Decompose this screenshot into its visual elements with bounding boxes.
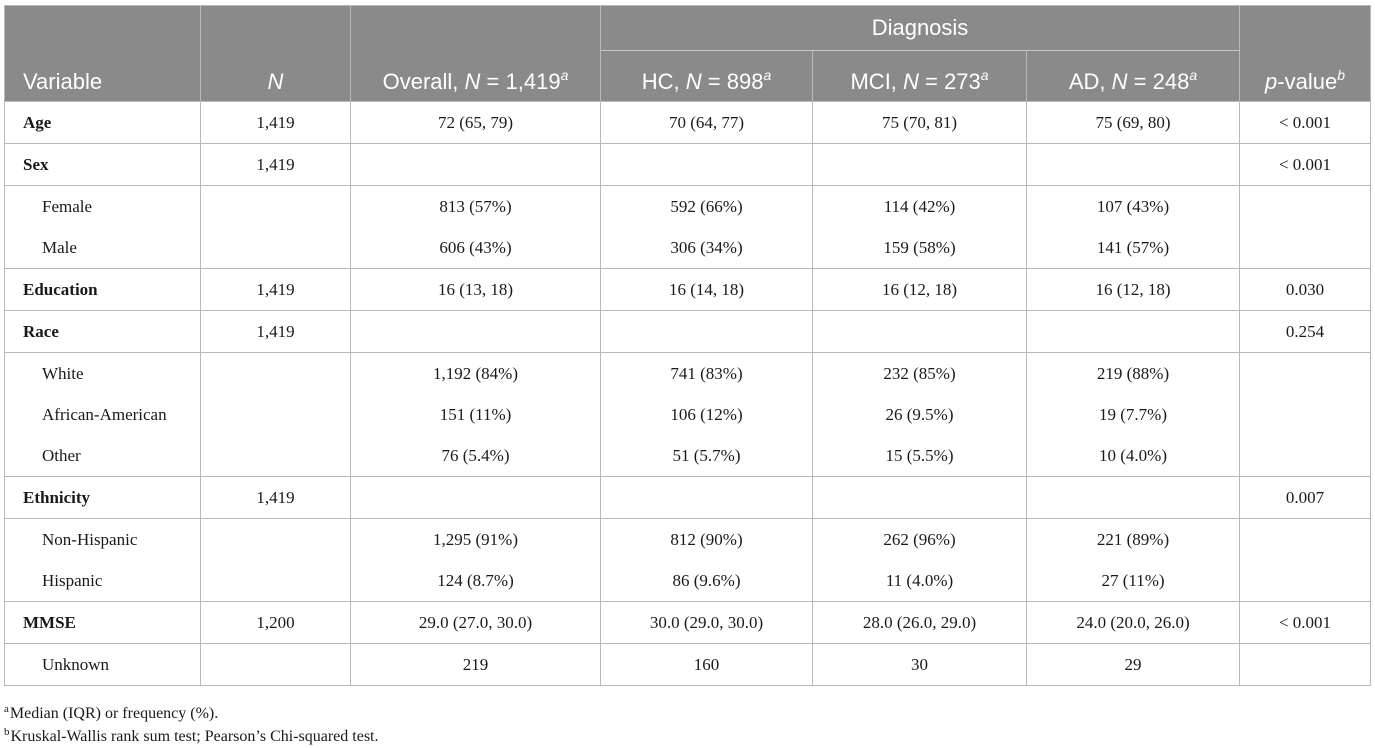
mci-column-header <box>813 51 1027 102</box>
cell-n: 1,200 <box>201 602 351 644</box>
footnote-b-text: Kruskal-Wallis rank sum test; Pearson’s Chi-squared test. <box>10 728 379 745</box>
overall-column-header <box>351 51 601 102</box>
cell-mci: 16 (12, 18) <box>813 269 1027 311</box>
ad-column-header <box>1027 51 1240 102</box>
cell-ad: 19 (7.7%) <box>1027 394 1240 435</box>
row-label: Sex <box>5 144 201 186</box>
cell-n <box>201 519 351 561</box>
row-label: Race <box>5 311 201 353</box>
cell-overall: 1,295 (91%) <box>351 519 601 561</box>
cell-n: 1,419 <box>201 311 351 353</box>
overall-footnote-marker: a <box>560 67 569 83</box>
cell-n: 1,419 <box>201 102 351 144</box>
cell-ad: 10 (4.0%) <box>1027 435 1240 477</box>
cell-hc: 160 <box>601 644 813 686</box>
cell-overall: 16 (13, 18) <box>351 269 601 311</box>
ad-prefix: AD, <box>1068 69 1112 94</box>
table-row <box>5 477 1371 519</box>
cell-ad: 107 (43%) <box>1027 186 1240 228</box>
cell-overall: 606 (43%) <box>351 227 601 269</box>
cell-mci: 15 (5.5%) <box>813 435 1027 477</box>
cell-mci <box>813 477 1027 519</box>
cell-pvalue: < 0.001 <box>1240 144 1371 186</box>
cell-hc: 306 (34%) <box>601 227 813 269</box>
footnote-b <box>4 721 378 744</box>
mci-prefix: MCI, <box>850 69 904 94</box>
cell-hc: 106 (12%) <box>601 394 813 435</box>
cell-ad: 219 (88%) <box>1027 353 1240 395</box>
cell-n: 1,419 <box>201 269 351 311</box>
cell-pvalue: 0.007 <box>1240 477 1371 519</box>
mci-n-letter: N <box>903 69 919 94</box>
table-row <box>5 644 1371 686</box>
cell-ad: 221 (89%) <box>1027 519 1240 561</box>
cell-mci: 11 (4.0%) <box>813 560 1027 602</box>
cell-hc: 741 (83%) <box>601 353 813 395</box>
footnote-b-marker: b <box>4 726 10 738</box>
hc-prefix: HC, <box>641 69 686 94</box>
mci-footnote-marker: a <box>980 67 989 83</box>
cell-ad <box>1027 477 1240 519</box>
cell-mci: 114 (42%) <box>813 186 1027 228</box>
table-row <box>5 102 1371 144</box>
cell-n <box>201 644 351 686</box>
cell-pvalue <box>1240 394 1371 435</box>
cell-n <box>201 227 351 269</box>
cell-n <box>201 186 351 228</box>
cell-pvalue <box>1240 435 1371 477</box>
cell-overall: 1,192 (84%) <box>351 353 601 395</box>
cell-overall: 219 <box>351 644 601 686</box>
diagnosis-group-header: Diagnosis <box>601 6 1240 51</box>
pvalue-column-header <box>1240 51 1371 102</box>
row-label: Hispanic <box>5 560 201 602</box>
cell-hc: 51 (5.7%) <box>601 435 813 477</box>
hc-footnote-marker: a <box>763 67 772 83</box>
table-header <box>5 6 1371 102</box>
hc-n-value: = 898 <box>701 69 764 94</box>
cell-pvalue <box>1240 186 1371 228</box>
row-label: Non-Hispanic <box>5 519 201 561</box>
cell-mci: 159 (58%) <box>813 227 1027 269</box>
cell-overall: 29.0 (27.0, 30.0) <box>351 602 601 644</box>
pvalue-rest: -value <box>1277 69 1338 94</box>
cell-ad: 16 (12, 18) <box>1027 269 1240 311</box>
hc-n-letter: N <box>685 69 702 94</box>
cell-n <box>201 435 351 477</box>
cell-hc: 16 (14, 18) <box>601 269 813 311</box>
cell-pvalue <box>1240 644 1371 686</box>
cell-ad: 141 (57%) <box>1027 227 1240 269</box>
cell-pvalue <box>1240 560 1371 602</box>
table-row <box>5 519 1371 561</box>
row-label: Unknown <box>5 644 201 686</box>
ad-n-letter: N <box>1111 69 1128 94</box>
row-label: Female <box>5 186 201 228</box>
overall-n-letter: N <box>464 69 481 94</box>
cell-hc: 86 (9.6%) <box>601 560 813 602</box>
table-row <box>5 394 1371 435</box>
cell-mci: 262 (96%) <box>813 519 1027 561</box>
cell-mci <box>813 311 1027 353</box>
cell-mci: 26 (9.5%) <box>813 394 1027 435</box>
table-body <box>5 102 1371 686</box>
overall-prefix: Overall, <box>382 69 465 94</box>
cell-mci: 30 <box>813 644 1027 686</box>
table-row <box>5 353 1371 395</box>
header-blank-n <box>201 6 351 51</box>
demographics-table <box>4 5 1371 686</box>
cell-pvalue <box>1240 227 1371 269</box>
header-blank-pvalue <box>1240 6 1371 51</box>
cell-hc <box>601 144 813 186</box>
variable-column-header: Variable <box>5 51 201 102</box>
cell-pvalue: < 0.001 <box>1240 102 1371 144</box>
cell-overall: 124 (8.7%) <box>351 560 601 602</box>
cell-hc <box>601 311 813 353</box>
cell-mci: 75 (70, 81) <box>813 102 1027 144</box>
table-row <box>5 560 1371 602</box>
cell-ad: 29 <box>1027 644 1240 686</box>
row-label: Age <box>5 102 201 144</box>
cell-overall: 72 (65, 79) <box>351 102 601 144</box>
cell-pvalue <box>1240 519 1371 561</box>
cell-ad: 27 (11%) <box>1027 560 1240 602</box>
cell-hc: 30.0 (29.0, 30.0) <box>601 602 813 644</box>
cell-ad: 24.0 (20.0, 26.0) <box>1027 602 1240 644</box>
row-label: Other <box>5 435 201 477</box>
cell-mci: 232 (85%) <box>813 353 1027 395</box>
cell-pvalue: 0.030 <box>1240 269 1371 311</box>
row-label: White <box>5 353 201 395</box>
cell-pvalue: < 0.001 <box>1240 602 1371 644</box>
table-footnotes <box>4 698 378 744</box>
row-label: Education <box>5 269 201 311</box>
pvalue-letter: p <box>1265 69 1278 94</box>
cell-hc: 592 (66%) <box>601 186 813 228</box>
table-row <box>5 602 1371 644</box>
cell-ad <box>1027 144 1240 186</box>
cell-mci: 28.0 (26.0, 29.0) <box>813 602 1027 644</box>
cell-n <box>201 394 351 435</box>
hc-column-header <box>601 51 813 102</box>
cell-overall <box>351 477 601 519</box>
cell-mci <box>813 144 1027 186</box>
cell-hc: 812 (90%) <box>601 519 813 561</box>
cell-n: 1,419 <box>201 144 351 186</box>
overall-n-value: = 1,419 <box>480 69 561 94</box>
cell-n <box>201 353 351 395</box>
table-row <box>5 227 1371 269</box>
cell-overall: 813 (57%) <box>351 186 601 228</box>
cell-ad <box>1027 311 1240 353</box>
table-row <box>5 269 1371 311</box>
ad-footnote-marker: a <box>1189 67 1198 83</box>
row-label: Male <box>5 227 201 269</box>
header-blank-overall <box>351 6 601 51</box>
row-label: MMSE <box>5 602 201 644</box>
row-label: Ethnicity <box>5 477 201 519</box>
cell-hc <box>601 477 813 519</box>
table-row <box>5 186 1371 228</box>
cell-pvalue <box>1240 353 1371 395</box>
cell-overall <box>351 311 601 353</box>
n-column-header: N <box>201 51 351 102</box>
footnote-a-marker: a <box>4 703 9 715</box>
cell-overall <box>351 144 601 186</box>
ad-n-value: = 248 <box>1127 69 1190 94</box>
footnote-a-text: Median (IQR) or frequency (%). <box>9 705 219 722</box>
table-row <box>5 311 1371 353</box>
cell-n <box>201 560 351 602</box>
cell-n: 1,419 <box>201 477 351 519</box>
cell-pvalue: 0.254 <box>1240 311 1371 353</box>
cell-overall: 151 (11%) <box>351 394 601 435</box>
table-row <box>5 435 1371 477</box>
row-label: African-American <box>5 394 201 435</box>
cell-overall: 76 (5.4%) <box>351 435 601 477</box>
footnote-a <box>4 698 378 721</box>
pvalue-footnote-marker: b <box>1337 67 1345 83</box>
mci-n-value: = 273 <box>918 69 981 94</box>
cell-hc: 70 (64, 77) <box>601 102 813 144</box>
table-row <box>5 144 1371 186</box>
cell-ad: 75 (69, 80) <box>1027 102 1240 144</box>
header-blank-variable <box>5 6 201 51</box>
